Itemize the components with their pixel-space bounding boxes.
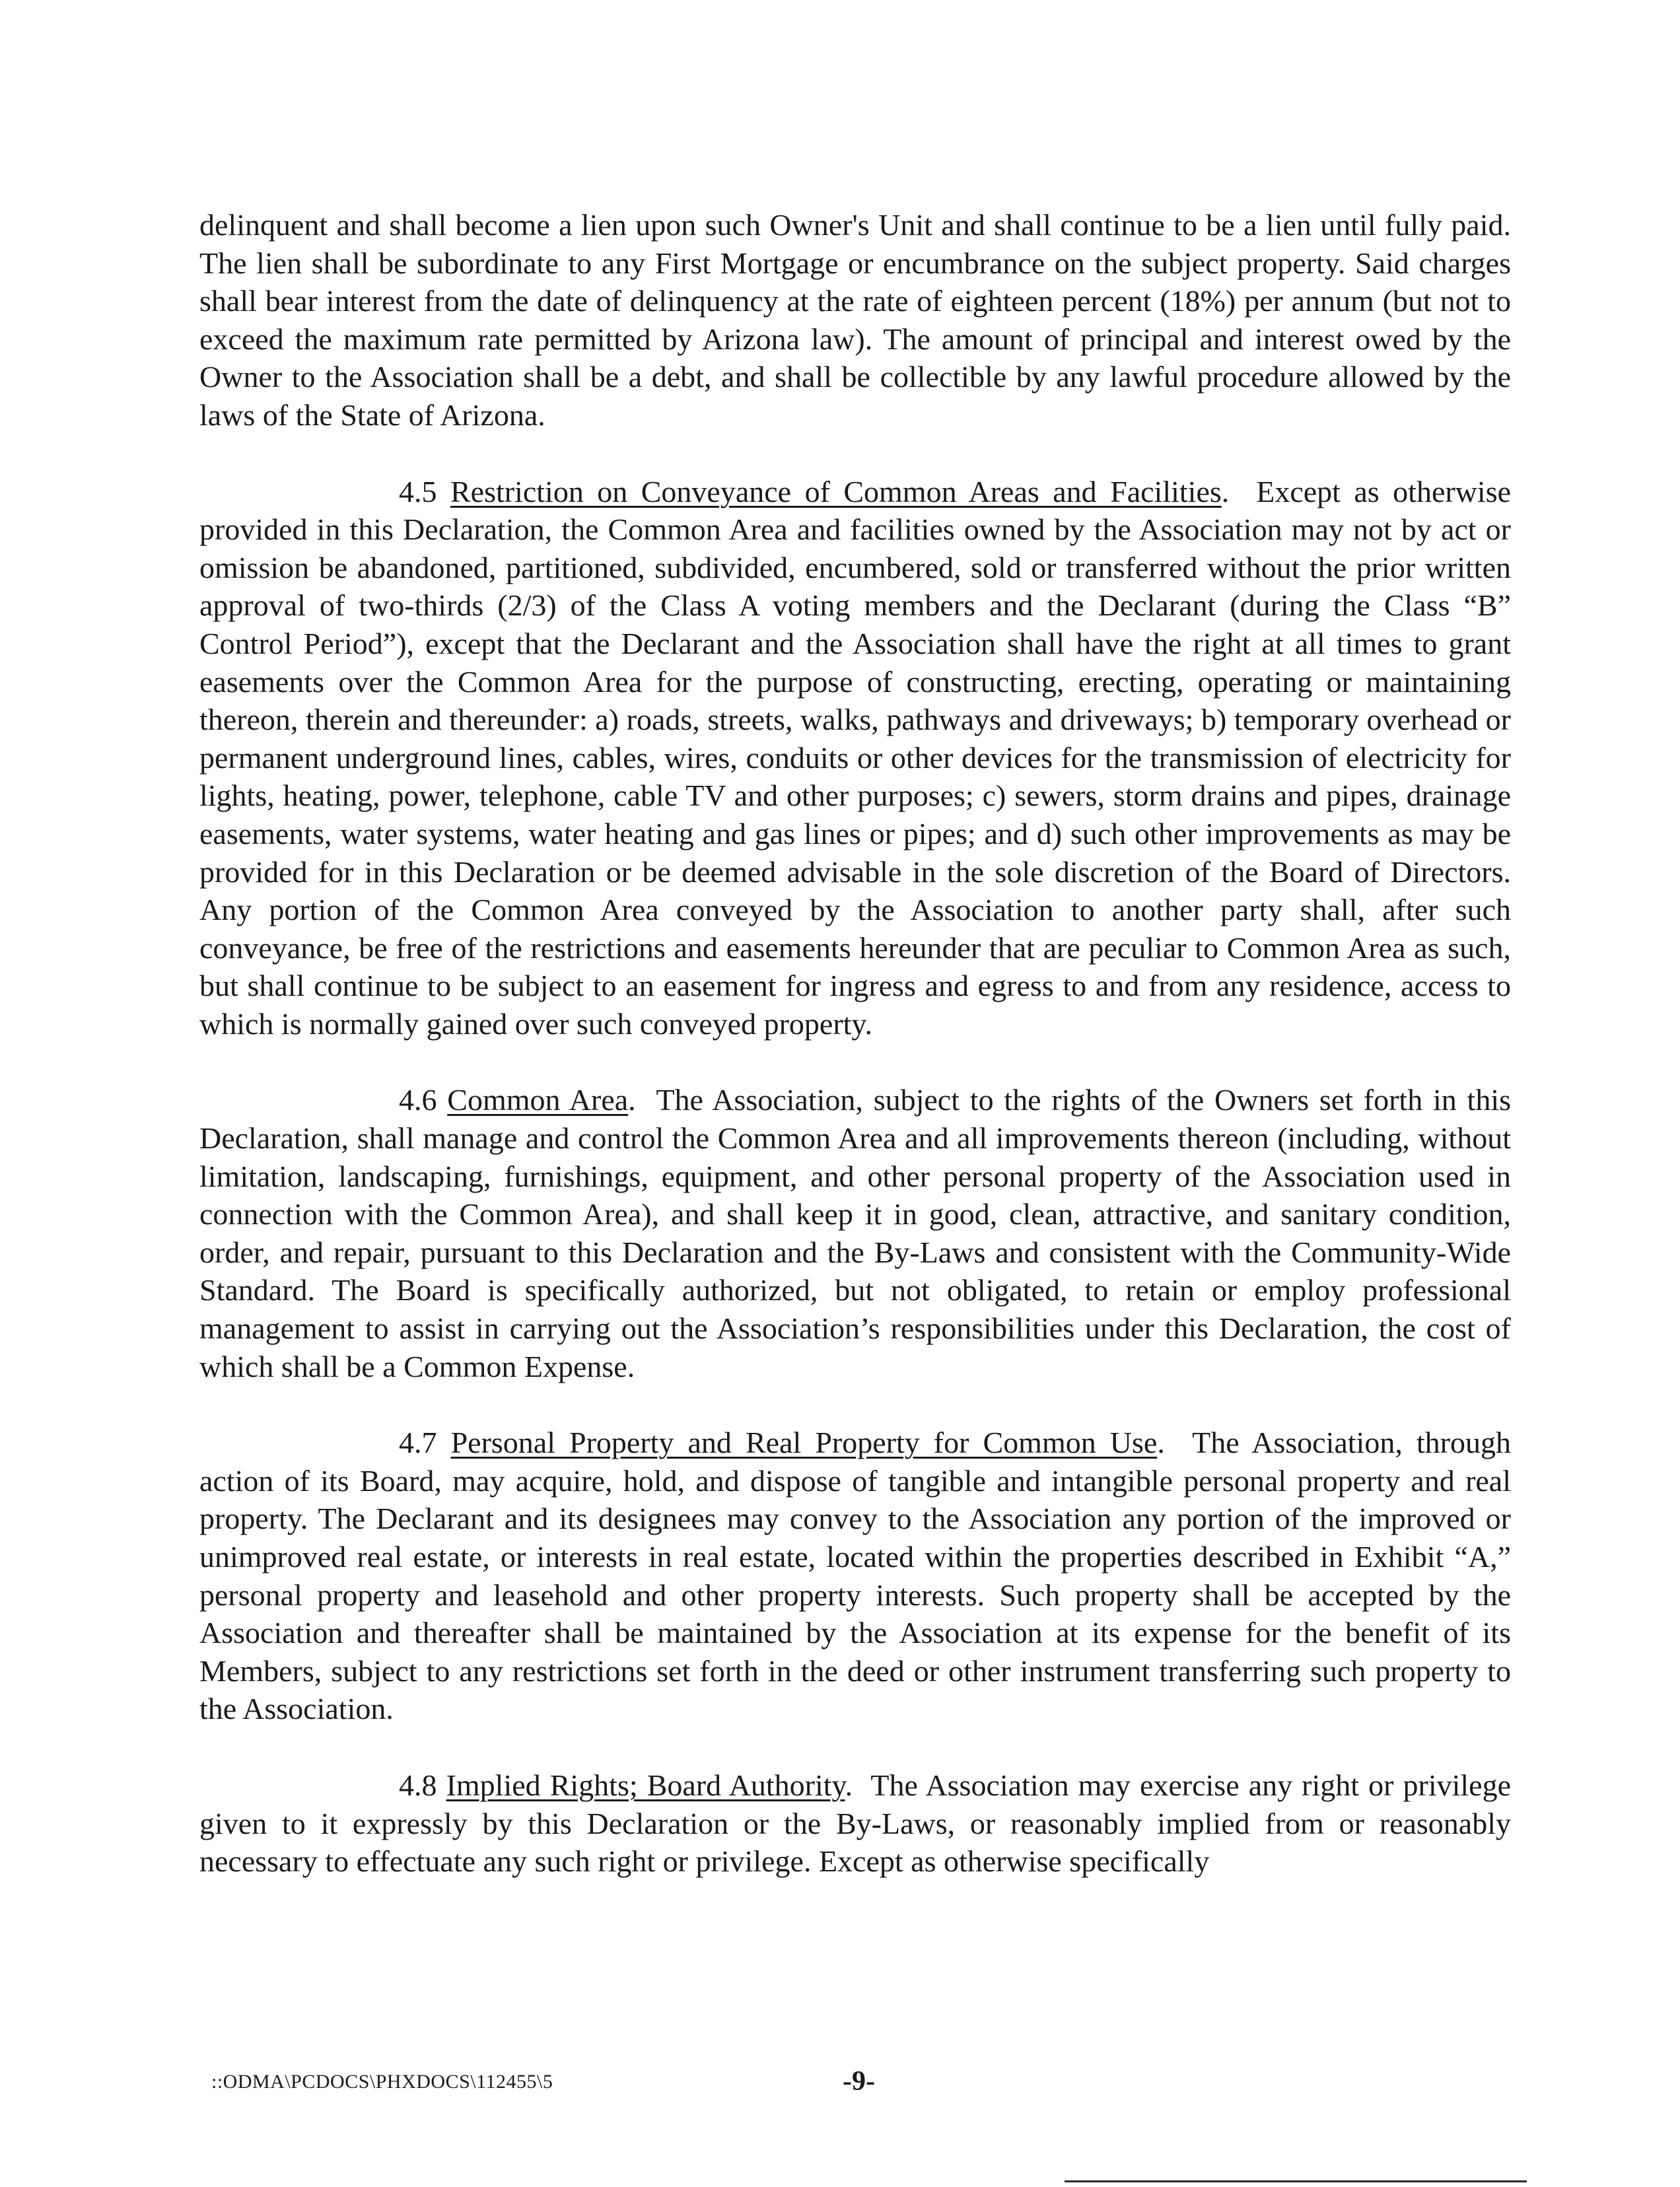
footer-page-number: -9-	[843, 2066, 875, 2097]
paragraph-text: delinquent and shall become a lien upon such Owner's Unit and shall continue to be a lien until fully paid. The lien shall be subordinate to any First Mortgage or encumbrance on the subject property. Said charges shall bear interest from the date of delinquency at the rate of eighteen percent (18%) per annum (but not to exceed the maximum rate permitted by Arizona law). The amount of principal and interest owed by the Owner to the Association shall be a debt, and shall be collectible by any lawful procedure allowed by the laws of the State of Arizona.	[199, 208, 1511, 432]
section-heading: Implied Rights; Board Authority	[446, 1768, 845, 1802]
section-text: The Association, through action of its Board, may acquire, hold, and dispose of tangible and intangible personal property and real property. The Declarant and its designees may convey to the Association any portion of the improved or unimproved real estate, or interests in real estate, located within the properties described in Exhibit “A,” personal property and leasehold and other property interests. Such property shall be accepted by the Association and thereafter shall be maintained by the Association at its expense for the benefit of its Members, subject to any restrictions set forth in the deed or other instrument transferring such property to the Association.	[199, 1426, 1511, 1726]
section-number: 4.7	[399, 1426, 437, 1460]
section-text: The Association, subject to the rights of the Owners set forth in this Declaration, shall manage and control the Common Area and all improvements thereon (including, without limitation, landscaping, furnishings, equipment, and other personal property of the Association used in connection with the Common Area), and shall keep it in good, clean, attractive, and sanitary condition, order, and repair, pursuant to this Declaration and the By-Laws and consistent with the Community-Wide Standard. The Board is specifically authorized, but not obligated, to retain or employ professional management to assist in carrying out the Association’s responsibilities under this Declaration, the cost of which shall be a Common Expense.	[199, 1083, 1512, 1383]
section-number: 4.6	[399, 1083, 437, 1117]
section-4-8: 4.8 Implied Rights; Board Authority. The Association may exercise any right or privilege given to it expressly by this Declaration or the By-Laws, or reasonably implied from or reasonably necessary to effectuate any such right or privilege. Except as otherwise specifically	[199, 1766, 1511, 1881]
section-text: Except as otherwise provided in this Declaration, the Common Area and facilities owned by the Association may not by act or omission be abandoned, partitioned, subdivided, encumbered, sold or transferred without the prior written approval of two-thirds (2/3) of the Class A voting members and the Declarant (during the Class “B” Control Period”), except that the Declarant and the Association shall have the right at all times to grant easements over the Common Area for the purpose of constructing, erecting, operating or maintaining thereon, therein and thereunder: a) roads, streets, walks, pathways and driveways; b) temporary overhead or permanent underground lines, cables, wires, conduits or other devices for the transmission of electricity for lights, heating, power, telephone, cable TV and other purposes; c) sewers, storm drains and pipes, drainage easements, water systems, water heating and gas lines or pipes; and d) such other improvements as may be provided for in this Declaration or be deemed advisable in the sole discretion of the Board of Directors. Any portion of the Common Area conveyed by the Association to another party shall, after such conveyance, be free of the restrictions and easements hereunder that are peculiar to Common Area as such, but shall continue to be subject to an easement for ingress and egress to and from any residence, access to which is normally gained over such conveyed property.	[199, 474, 1512, 1041]
section-4-7: 4.7 Personal Property and Real Property for Common Use. The Association, through action of its Board, may acquire, hold, and dispose of tangible and intangible personal property and real property. The Declarant and its designees may convey to the Association any portion of the improved or unimproved real estate, or interests in real estate, located within the properties described in Exhibit “A,” personal property and leasehold and other property interests. Such property shall be accepted by the Association and thereafter shall be maintained by the Association at its expense for the benefit of its Members, subject to any restrictions set forth in the deed or other instrument transferring such property to the Association.	[199, 1424, 1511, 1728]
footer-rule	[1065, 2180, 1527, 2182]
section-heading: Restriction on Conveyance of Common Areas and Facilities	[450, 474, 1222, 508]
section-number: 4.5	[399, 474, 437, 508]
section-heading: Common Area	[447, 1083, 629, 1117]
section-4-6: 4.6 Common Area. The Association, subject to the rights of the Owners set forth in this Declaration, shall manage and control the Common Area and all improvements thereon (including, without limitation, landscaping, furnishings, equipment, and other personal property of the Association used in connection with the Common Area), and shall keep it in good, clean, attractive, and sanitary condition, order, and repair, pursuant to this Declaration and the By-Laws and consistent with the Community-Wide Standard. The Board is specifically authorized, but not obligated, to retain or employ professional management to assist in carrying out the Association’s responsibilities under this Declaration, the cost of which shall be a Common Expense.	[199, 1081, 1511, 1385]
document-body	[199, 206, 1511, 1881]
section-text: The Association may exercise any right or privilege given to it expressly by this Declaration or the By-Laws, or reasonably implied from or reasonably necessary to effectuate any such right or privilege. Except as otherwise specifically	[199, 1768, 1512, 1879]
section-4-5: 4.5 Restriction on Conveyance of Common Areas and Facilities. Except as otherwise provided in this Declaration, the Common Area and facilities owned by the Association may not by act or omission be abandoned, partitioned, subdivided, encumbered, sold or transferred without the prior written approval of two-thirds (2/3) of the Class A voting members and the Declarant (during the Class “B” Control Period”), except that the Declarant and the Association shall have the right at all times to grant easements over the Common Area for the purpose of constructing, erecting, operating or maintaining thereon, therein and thereunder: a) roads, streets, walks, pathways and driveways; b) temporary overhead or permanent underground lines, cables, wires, conduits or other devices for the transmission of electricity for lights, heating, power, telephone, cable TV and other purposes; c) sewers, storm drains and pipes, drainage easements, water systems, water heating and gas lines or pipes; and d) such other improvements as may be provided for in this Declaration or be deemed advisable in the sole discretion of the Board of Directors. Any portion of the Common Area conveyed by the Association to another party shall, after such conveyance, be free of the restrictions and easements hereunder that are peculiar to Common Area as such, but shall continue to be subject to an easement for ingress and egress to and from any residence, access to which is normally gained over such conveyed property.	[199, 473, 1511, 1043]
section-heading: Personal Property and Real Property for Common Use	[450, 1426, 1158, 1460]
paragraph-continuation	[199, 206, 1511, 434]
footer-document-path: ::ODMA\PCDOCS\PHXDOCS\112455\5	[211, 2071, 553, 2093]
section-number: 4.8	[399, 1768, 437, 1802]
